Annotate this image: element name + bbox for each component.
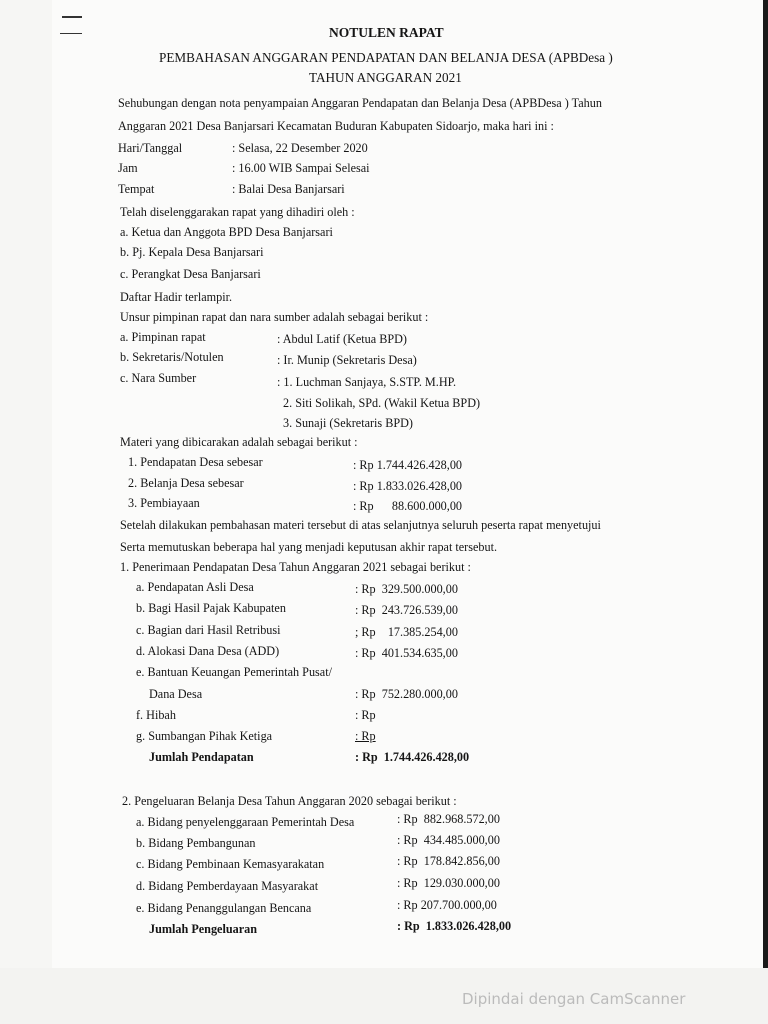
document-subtitle: PEMBAHASAN ANGGARAN PENDAPATAN DAN BELANJA DESA (APBDesa ) bbox=[159, 50, 613, 65]
material-value: : Rp 1.833.026.428,00 bbox=[353, 479, 463, 493]
speaker-item: 2. Siti Solikah, SPd. (Wakil Ketua BPD) bbox=[283, 396, 481, 410]
revenue-value: : Rp 329.500.000,00 bbox=[355, 582, 458, 596]
expenditure-label: e. Bidang Penanggulangan Bencana bbox=[136, 901, 312, 915]
scan-left-margin bbox=[0, 0, 52, 968]
expenditure-total-value: : Rp 1.833.026.428,00 bbox=[397, 919, 512, 933]
scan-artifact-mark bbox=[62, 16, 82, 18]
decision-line-1: Setelah dilakukan pembahasan materi tersebut di atas selanjutnya seluruh peserta rapat menyetujui bbox=[120, 518, 601, 532]
secretary-value: : Ir. Munip (Sekretaris Desa) bbox=[277, 353, 417, 367]
revenue-value: ; Rp 17.385.254,00 bbox=[355, 625, 458, 639]
revenue-value: : Rp 401.534.635,00 bbox=[355, 646, 458, 660]
expenditure-value: : Rp 434.485.000,00 bbox=[397, 833, 500, 847]
expenditure-value: : Rp 178.842.856,00 bbox=[397, 854, 500, 868]
revenue-value: : Rp 752.280.000,00 bbox=[355, 687, 458, 701]
intro-line-2: Anggaran 2021 Desa Banjarsari Kecamatan Buduran Kabupaten Sidoarjo, maka hari ini : bbox=[118, 119, 554, 133]
revenue-value: : Rp 243.726.539,00 bbox=[355, 603, 458, 617]
chair-value: : Abdul Latif (Ketua BPD) bbox=[277, 332, 407, 346]
attendance-intro: Telah diselenggarakan rapat yang dihadiri oleh : bbox=[120, 205, 355, 219]
material-label: 2. Belanja Desa sebesar bbox=[128, 476, 244, 490]
document-title: NOTULEN RAPAT bbox=[329, 25, 444, 40]
time-label: Jam bbox=[118, 161, 138, 175]
attendance-item: b. Pj. Kepala Desa Banjarsari bbox=[120, 245, 264, 259]
decision-line-2: Serta memutuskan beberapa hal yang menjadi keputusan akhir rapat tersebut. bbox=[120, 540, 498, 554]
revenue-label: g. Sumbangan Pihak Ketiga bbox=[136, 729, 273, 743]
camscanner-watermark: Dipindai dengan CamScanner bbox=[462, 990, 686, 1008]
material-value: : Rp 88.600.000,00 bbox=[353, 499, 463, 513]
revenue-label: c. Bagian dari Hasil Retribusi bbox=[136, 623, 281, 637]
revenue-label: b. Bagi Hasil Pajak Kabupaten bbox=[136, 601, 286, 615]
expenditure-label: b. Bidang Pembangunan bbox=[136, 836, 256, 850]
scan-right-edge bbox=[763, 0, 768, 968]
material-label: 1. Pendapatan Desa sebesar bbox=[128, 455, 263, 469]
scan-artifact-mark bbox=[60, 33, 82, 34]
expenditure-label: c. Bidang Pembinaan Kemasyarakatan bbox=[136, 857, 325, 871]
revenue-label: f. Hibah bbox=[136, 708, 176, 722]
intro-line-1: Sehubungan dengan nota penyampaian Anggaran Pendapatan dan Belanja Desa (APBDesa ) Tahun bbox=[118, 96, 602, 110]
date-label: Hari/Tanggal bbox=[118, 141, 183, 155]
speakers-label: c. Nara Sumber bbox=[120, 371, 197, 385]
expenditure-value: : Rp 129.030.000,00 bbox=[397, 876, 500, 890]
revenue-value: : Rp bbox=[355, 708, 376, 722]
revenue-heading: 1. Penerimaan Pendapatan Desa Tahun Anggaran 2021 sebagai berikut : bbox=[120, 560, 471, 574]
place-value: : Balai Desa Banjarsari bbox=[232, 182, 345, 196]
expenditure-value: : Rp 207.700.000,00 bbox=[397, 898, 497, 912]
revenue-total-value: : Rp 1.744.426.428,00 bbox=[355, 750, 470, 764]
leaders-intro: Unsur pimpinan rapat dan nara sumber adalah sebagai berikut : bbox=[120, 310, 429, 324]
place-label: Tempat bbox=[118, 182, 155, 196]
expenditure-value: : Rp 882.968.572,00 bbox=[397, 812, 500, 826]
expenditure-heading: 2. Pengeluaran Belanja Desa Tahun Anggaran 2020 sebagai berikut : bbox=[122, 794, 457, 808]
time-value: : 16.00 WIB Sampai Selesai bbox=[232, 161, 370, 175]
attendance-item: a. Ketua dan Anggota BPD Desa Banjarsari bbox=[120, 225, 333, 239]
material-value: : Rp 1.744.426.428,00 bbox=[353, 458, 463, 472]
revenue-label: Dana Desa bbox=[149, 687, 203, 701]
revenue-label: a. Pendapatan Asli Desa bbox=[136, 580, 254, 594]
material-label: 3. Pembiayaan bbox=[128, 496, 200, 510]
secretary-label: b. Sekretaris/Notulen bbox=[120, 350, 224, 364]
expenditure-label: d. Bidang Pemberdayaan Masyarakat bbox=[136, 879, 319, 893]
revenue-total-label: Jumlah Pendapatan bbox=[149, 750, 254, 764]
revenue-value: : Rp bbox=[355, 729, 376, 743]
expenditure-total-label: Jumlah Pengeluaran bbox=[149, 922, 258, 936]
materials-intro: Materi yang dibicarakan adalah sebagai berikut : bbox=[120, 435, 358, 449]
speaker-item: 3. Sunaji (Sekretaris BPD) bbox=[283, 416, 413, 430]
attendance-note: Daftar Hadir terlampir. bbox=[120, 290, 233, 304]
attendance-item: c. Perangkat Desa Banjarsari bbox=[120, 267, 261, 281]
date-value: : Selasa, 22 Desember 2020 bbox=[232, 141, 368, 155]
chair-label: a. Pimpinan rapat bbox=[120, 330, 206, 344]
speaker-item: : 1. Luchman Sanjaya, S.STP. M.HP. bbox=[277, 375, 457, 389]
revenue-label: d. Alokasi Dana Desa (ADD) bbox=[136, 644, 280, 658]
expenditure-label: a. Bidang penyelenggaraan Pemerintah Desa bbox=[136, 815, 355, 829]
document-year: TAHUN ANGGARAN 2021 bbox=[309, 70, 462, 85]
revenue-label: e. Bantuan Keuangan Pemerintah Pusat/ bbox=[136, 665, 332, 679]
